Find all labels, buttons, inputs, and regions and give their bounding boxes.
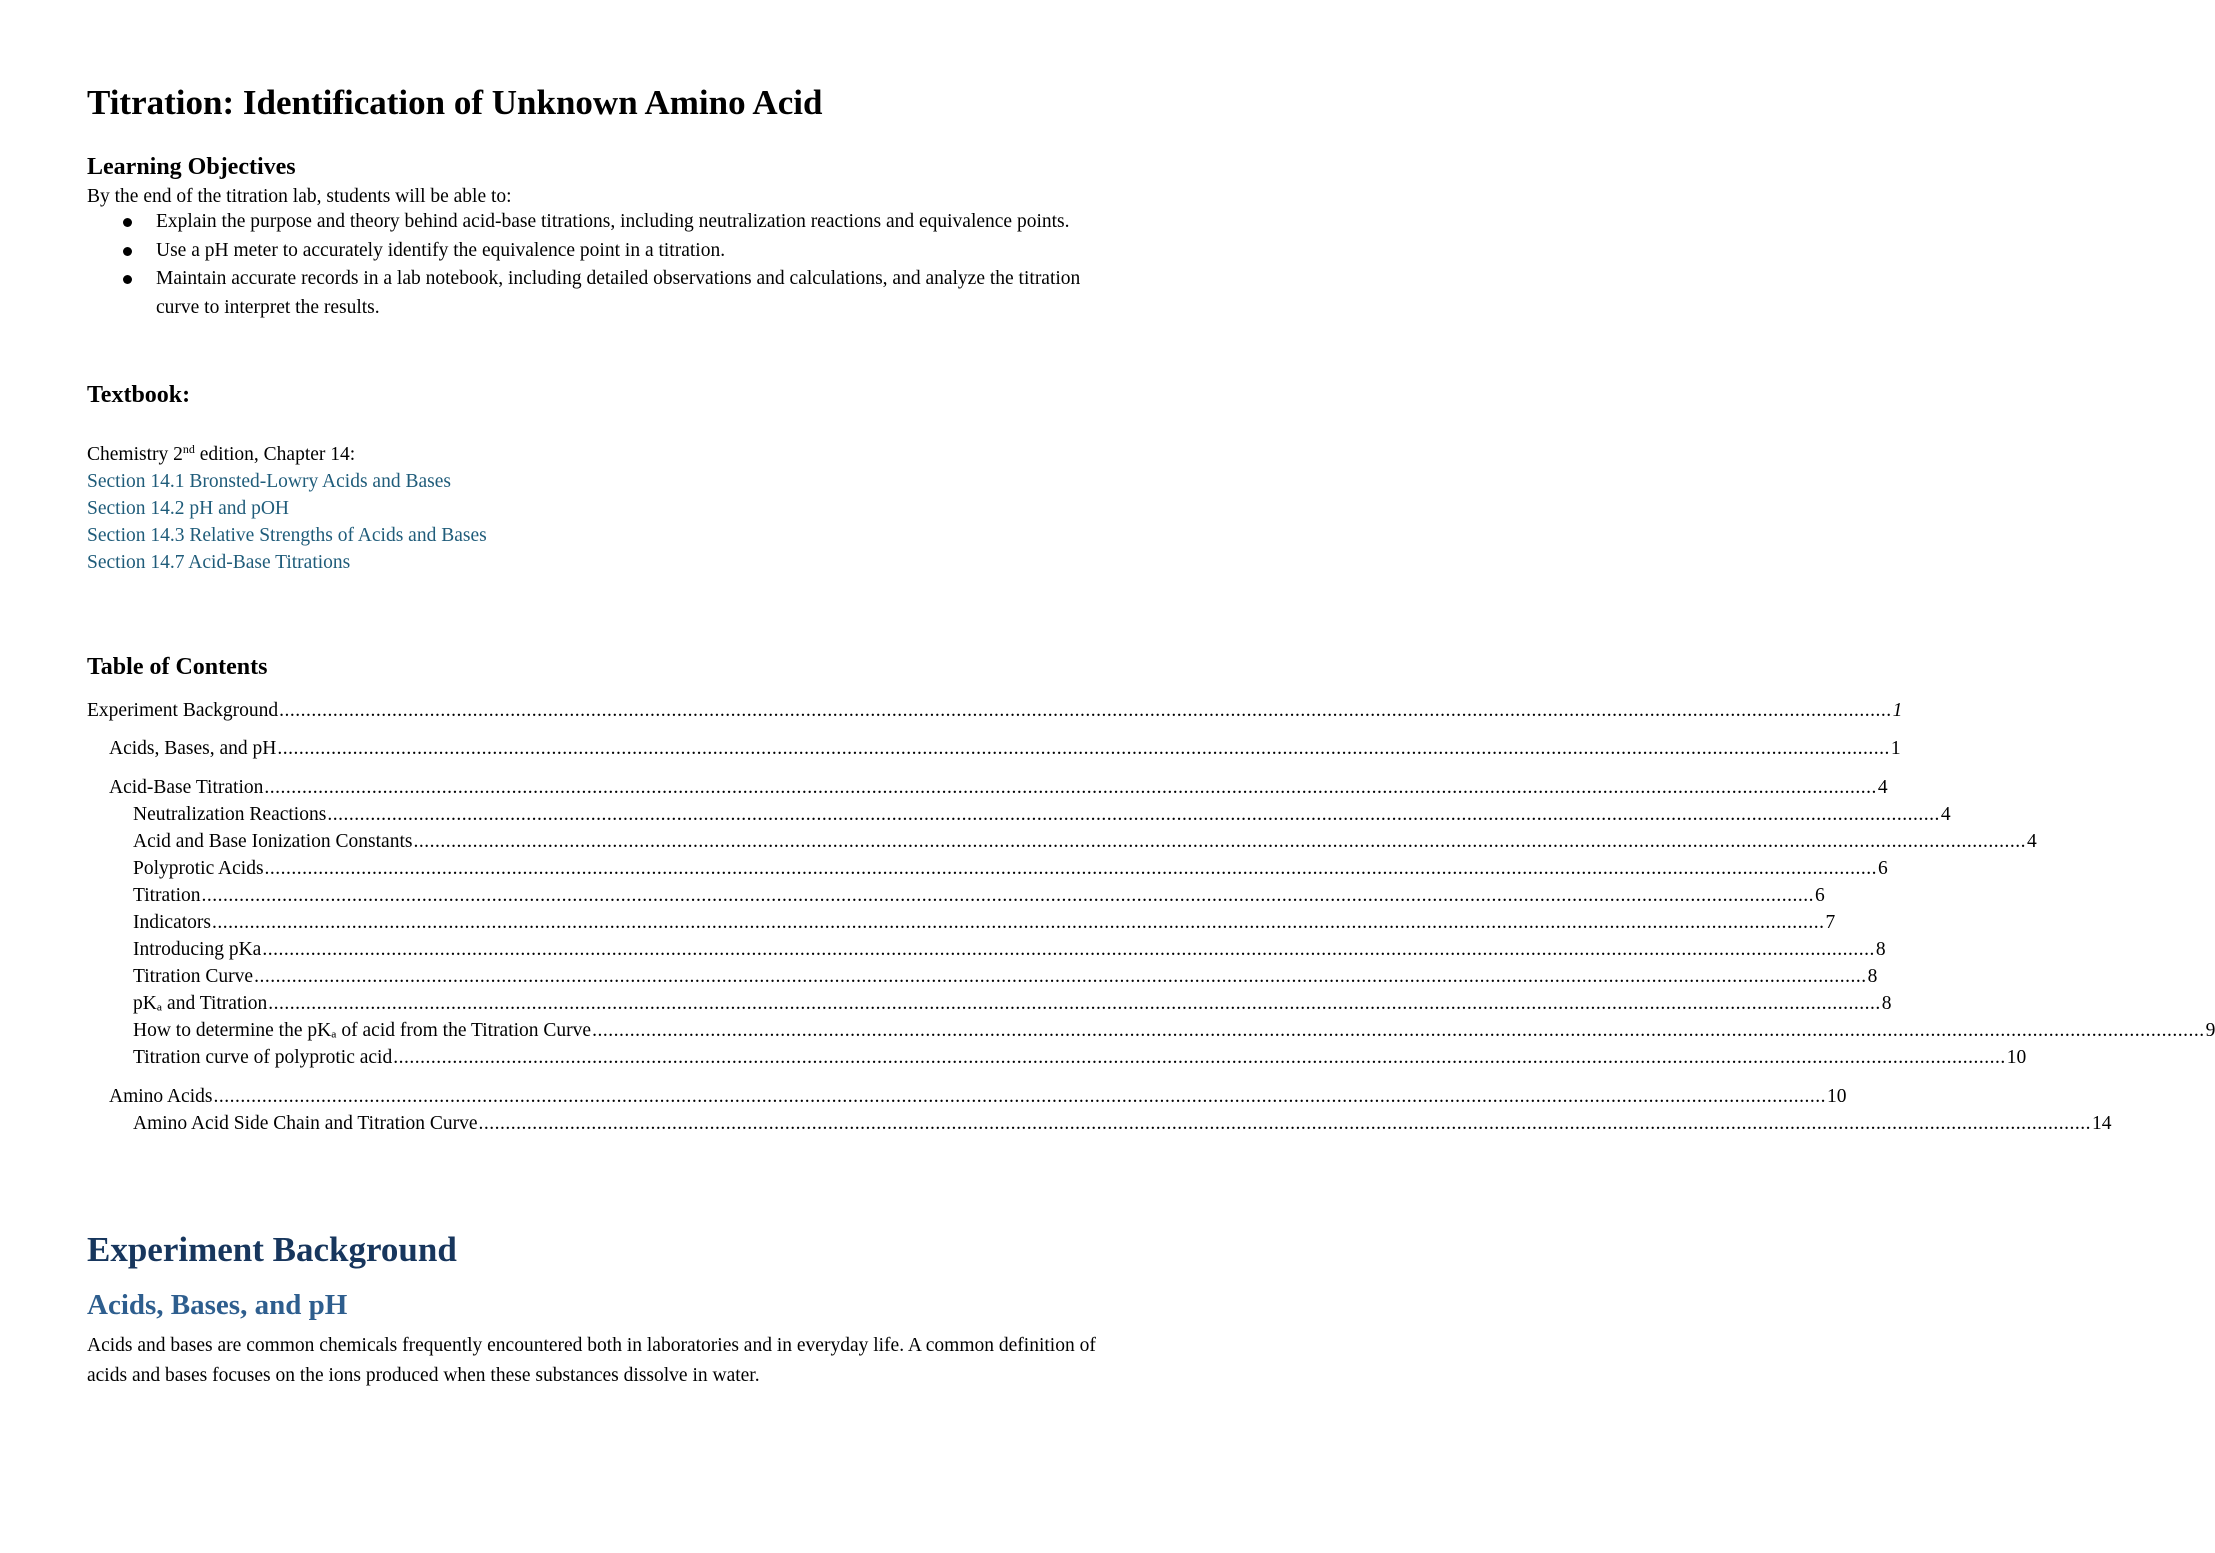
toc-entry-title: Acid-Base Titration	[109, 777, 264, 798]
textbook-citation: Chemistry 2nd edition, Chapter 14:	[87, 442, 356, 465]
toc-entry-title: Acids, Bases, and pH	[109, 738, 277, 759]
toc-leader-dots: ............................................................................................................................................................................................................................................................................................................	[264, 777, 1877, 798]
learning-objectives-heading: Learning Objectives	[87, 154, 296, 180]
toc-entry-title: Indicators	[133, 912, 211, 933]
objective-item: Use a pH meter to accurately identify the equivalence point in a titration.	[87, 237, 1127, 266]
toc-leader-dots: ............................................................................................................................................................................................................................................................................................................	[327, 804, 1940, 825]
toc-entry[interactable]	[87, 1020, 2215, 1046]
toc-entry-page: 4	[1877, 777, 1888, 798]
toc-leader-dots: ............................................................................................................................................................................................................................................................................................................	[254, 966, 1867, 987]
objectives-intro: By the end of the titration lab, students will be able to:	[87, 186, 512, 207]
toc-entry-page: 8	[1875, 939, 1886, 960]
toc-entry-title: Acid and Base Ionization Constants	[133, 831, 413, 852]
textbook-link-14-3[interactable]: Section 14.3 Relative Strengths of Acids and Bases	[87, 525, 487, 546]
acids-bases-ph-heading: Acids, Bases, and pH	[87, 1289, 348, 1321]
toc-leader-dots: ............................................................................................................................................................................................................................................................................................................	[413, 831, 2026, 852]
toc-entry-title: Introducing pKa	[133, 939, 262, 960]
toc-entry-page: 7	[1825, 912, 1836, 933]
toc-entry-title: Titration curve of polyprotic acid	[133, 1047, 393, 1068]
experiment-background-heading: Experiment Background	[87, 1230, 457, 1269]
toc-entry-title: Neutralization Reactions	[133, 804, 327, 825]
document-title: Titration: Identification of Unknown Amino Acid	[87, 83, 823, 122]
toc-leader-dots: ............................................................................................................................................................................................................................................................................................................	[393, 1047, 2006, 1068]
toc-entry-page: 10	[2006, 1047, 2027, 1068]
toc-entry[interactable]	[87, 993, 1892, 1019]
textbook-link-14-1[interactable]: Section 14.1 Bronsted-Lowry Acids and Bases	[87, 471, 451, 492]
toc-leader-dots: ............................................................................................................................................................................................................................................................................................................	[211, 912, 1825, 933]
toc-entry[interactable]	[87, 885, 1825, 911]
bullet-icon	[123, 218, 132, 227]
toc-entry-page: 1	[1892, 700, 1903, 721]
toc-entry-title: Polyprotic Acids	[133, 858, 264, 879]
toc-entry[interactable]	[87, 777, 1888, 803]
toc-entry[interactable]	[87, 858, 1888, 884]
toc-entry-page: 4	[1940, 804, 1951, 825]
toc-entry-title: Experiment Background	[87, 700, 279, 721]
toc-entry[interactable]	[87, 738, 1901, 764]
toc-leader-dots: ............................................................................................................................................................................................................................................................................................................	[262, 939, 1875, 960]
toc-entry[interactable]	[87, 1047, 2027, 1073]
toc-leader-dots: ............................................................................................................................................................................................................................................................................................................	[478, 1113, 2091, 1134]
toc-entry-title: pKₐ and Titration	[133, 993, 268, 1014]
toc-entry-page: 9	[2205, 1020, 2215, 1041]
toc-entry[interactable]	[87, 966, 1878, 992]
toc-entry[interactable]	[87, 804, 1951, 830]
textbook-link-14-2[interactable]: Section 14.2 pH and pOH	[87, 498, 290, 519]
textbook-link-14-7[interactable]: Section 14.7 Acid-Base Titrations	[87, 552, 351, 573]
toc-leader-dots: ............................................................................................................................................................................................................................................................................................................	[213, 1086, 1826, 1107]
toc-entry-page: 1	[1890, 738, 1901, 759]
toc-entry-title: Amino Acids	[109, 1086, 213, 1107]
toc-entry-page: 6	[1815, 885, 1825, 906]
objective-item: Maintain accurate records in a lab notebook, including detailed observations and calculations, and analyze the titration curve to interpret the results.	[87, 265, 1127, 322]
toc-entry-title: Titration Curve	[133, 966, 254, 987]
toc-entry[interactable]	[87, 1086, 1847, 1112]
toc-entry-page: 10	[1826, 1086, 1847, 1107]
toc-entry-title: Titration	[133, 885, 201, 906]
toc-entry-page: 4	[2026, 831, 2037, 852]
toc-entry[interactable]	[87, 939, 1886, 965]
toc-heading: Table of Contents	[87, 654, 268, 680]
toc-entry-title: How to determine the pKₐ of acid from the Titration Curve	[133, 1020, 592, 1041]
toc-entry-page: 14	[2092, 1113, 2112, 1134]
toc-entry[interactable]	[87, 1113, 2112, 1139]
toc-entry[interactable]	[87, 700, 1903, 726]
toc-entry-title: Amino Acid Side Chain and Titration Curve	[133, 1113, 478, 1134]
toc-leader-dots: ............................................................................................................................................................................................................................................................................................................	[277, 738, 1890, 759]
objectives-list	[87, 208, 1127, 322]
toc-leader-dots: ............................................................................................................................................................................................................................................................................................................	[279, 700, 1892, 721]
bullet-icon	[123, 275, 132, 284]
toc-entry[interactable]	[87, 912, 1836, 938]
bullet-icon	[123, 247, 132, 256]
toc-entry-page: 8	[1867, 966, 1878, 987]
intro-paragraph: Acids and bases are common chemicals frequently encountered both in laboratories and in everyday life. A common definition of acids and bases focuses on the ions produced when these substances dissolve in water.	[87, 1335, 1096, 1386]
toc-entry-page: 8	[1881, 993, 1892, 1014]
toc-entry-page: 6	[1878, 858, 1888, 879]
objective-item: Explain the purpose and theory behind acid-base titrations, including neutralization reactions and equivalence points.	[87, 208, 1127, 237]
toc-leader-dots: ............................................................................................................................................................................................................................................................................................................	[201, 885, 1815, 906]
toc-leader-dots: ............................................................................................................................................................................................................................................................................................................	[268, 993, 1881, 1014]
toc-leader-dots: ............................................................................................................................................................................................................................................................................................................	[264, 858, 1878, 879]
toc-leader-dots: ............................................................................................................................................................................................................................................................................................................	[592, 1020, 2205, 1041]
textbook-heading: Textbook:	[87, 382, 191, 408]
toc-entry[interactable]	[87, 831, 2037, 857]
